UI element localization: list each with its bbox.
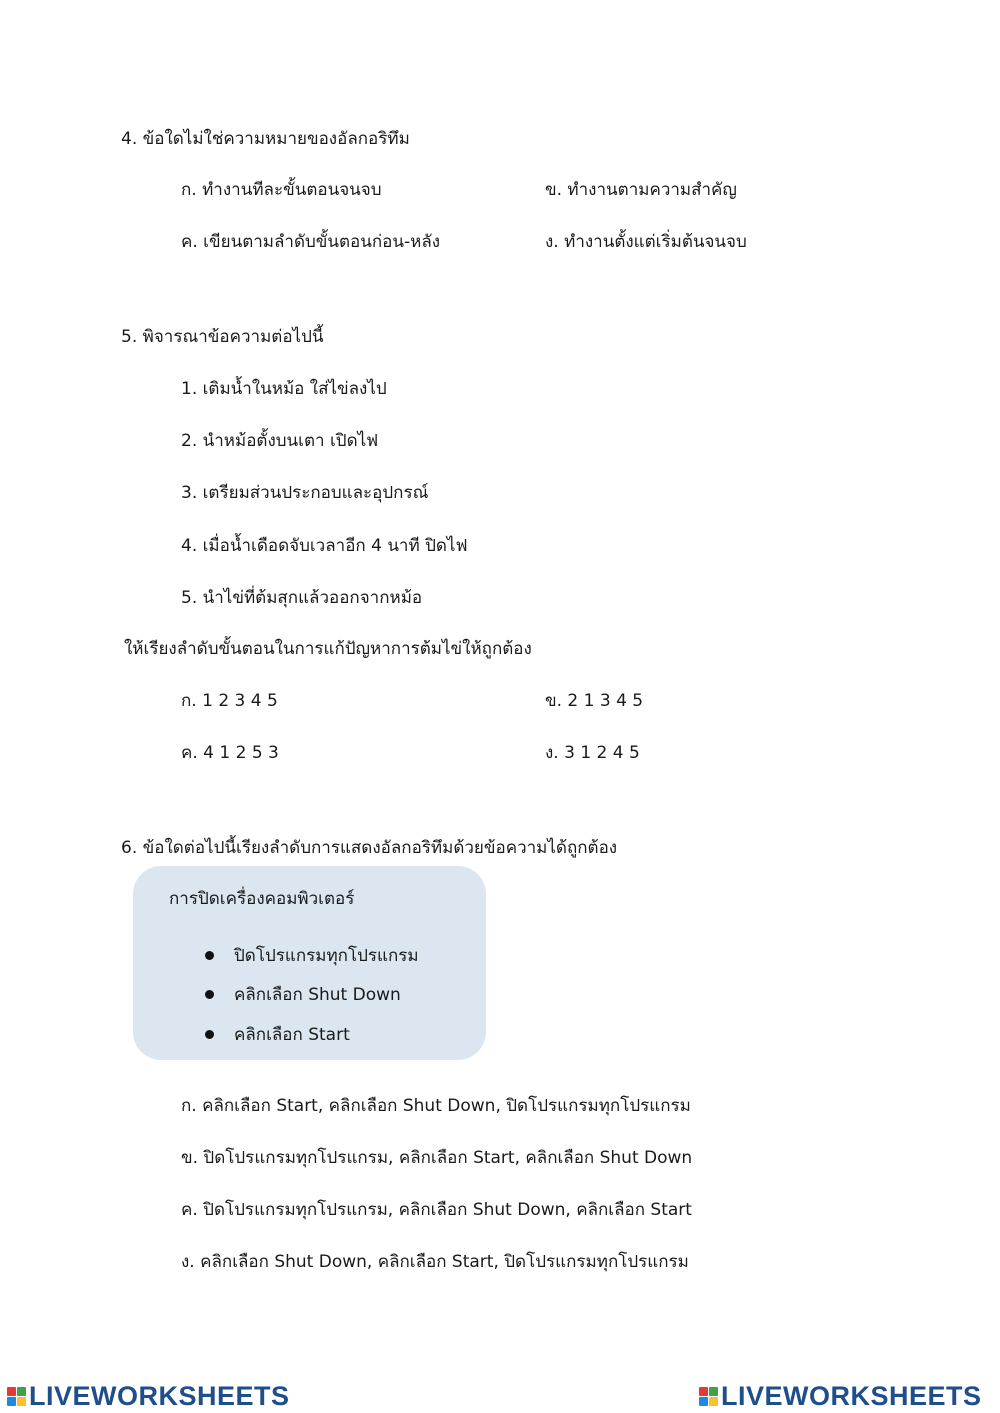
q5-choice-a[interactable]: ก. 1 2 3 4 5 bbox=[181, 691, 278, 711]
q6-choice-c[interactable]: ค. ปิดโปรแกรมทุกโปรแกรม, คลิกเลือก Shut Down, คลิกเลือก Start bbox=[181, 1200, 692, 1220]
q6-choice-a[interactable]: ก. คลิกเลือก Start, คลิกเลือก Shut Down, ปิดโปรแกรมทุกโปรแกรม bbox=[181, 1096, 691, 1116]
q5-choice-d[interactable]: ง. 3 1 2 4 5 bbox=[545, 743, 640, 763]
q4-choice-a[interactable]: ก. ทำงานทีละขั้นตอนจนจบ bbox=[181, 180, 382, 200]
liveworksheets-logo-icon bbox=[699, 1387, 718, 1406]
q6-choice-d[interactable]: ง. คลิกเลือก Shut Down, คลิกเลือก Start, ปิดโปรแกรมทุกโปรแกรม bbox=[181, 1252, 689, 1272]
q5-instruction: ให้เรียงลำดับขั้นตอนในการแก้ปัญหาการต้มไข่ให้ถูกต้อง bbox=[124, 639, 532, 659]
bullet-icon bbox=[205, 1030, 214, 1039]
q6-choice-b[interactable]: ข. ปิดโปรแกรมทุกโปรแกรม, คลิกเลือก Start, คลิกเลือก Shut Down bbox=[181, 1148, 693, 1168]
q5-step-2: 2. นำหม้อตั้งบนเตา เปิดไฟ bbox=[181, 431, 379, 451]
q5-choice-b[interactable]: ข. 2 1 3 4 5 bbox=[545, 691, 644, 711]
q5-choice-c[interactable]: ค. 4 1 2 5 3 bbox=[181, 743, 279, 763]
q4-choice-d[interactable]: ง. ทำงานตั้งแต่เริ่มต้นจนจบ bbox=[545, 232, 747, 252]
brand-text-left: LIVEWORKSHEETS bbox=[29, 1380, 290, 1411]
bullet-icon bbox=[205, 990, 214, 999]
q4-choice-b[interactable]: ข. ทำงานตามความสำคัญ bbox=[545, 180, 737, 200]
bullet-icon bbox=[205, 951, 214, 960]
q5-step-5: 5. นำไข่ที่ต้มสุกแล้วออกจากหม้อ bbox=[181, 588, 423, 608]
liveworksheets-logo-right[interactable] bbox=[699, 1381, 982, 1411]
brand-text-right: LIVEWORKSHEETS bbox=[721, 1380, 982, 1411]
question-5-text: 5. พิจารณาข้อความต่อไปนี้ bbox=[121, 327, 324, 347]
box-title: การปิดเครื่องคอมพิวเตอร์ bbox=[169, 889, 355, 909]
q5-step-3: 3. เตรียมส่วนประกอบและอุปกรณ์ bbox=[181, 483, 429, 503]
box-item-1: ปิดโปรแกรมทุกโปรแกรม bbox=[234, 946, 419, 966]
q4-choice-c[interactable]: ค. เขียนตามลำดับขั้นตอนก่อน-หลัง bbox=[181, 232, 441, 252]
question-4-text: 4. ข้อใดไม่ใช่ความหมายของอัลกอริทึม bbox=[121, 129, 410, 149]
q5-step-4: 4. เมื่อน้ำเดือดจับเวลาอีก 4 นาที ปิดไฟ bbox=[181, 536, 468, 556]
q5-step-1: 1. เติมน้ำในหม้อ ใส่ไข่ลงไป bbox=[181, 379, 387, 399]
liveworksheets-logo-icon bbox=[7, 1387, 26, 1406]
question-6-text: 6. ข้อใดต่อไปนี้เรียงลำดับการแสดงอัลกอริทึมด้วยข้อความได้ถูกต้อง bbox=[121, 838, 618, 858]
box-item-2: คลิกเลือก Shut Down bbox=[234, 985, 401, 1005]
liveworksheets-logo-left[interactable] bbox=[7, 1381, 290, 1411]
box-item-3: คลิกเลือก Start bbox=[234, 1025, 350, 1045]
